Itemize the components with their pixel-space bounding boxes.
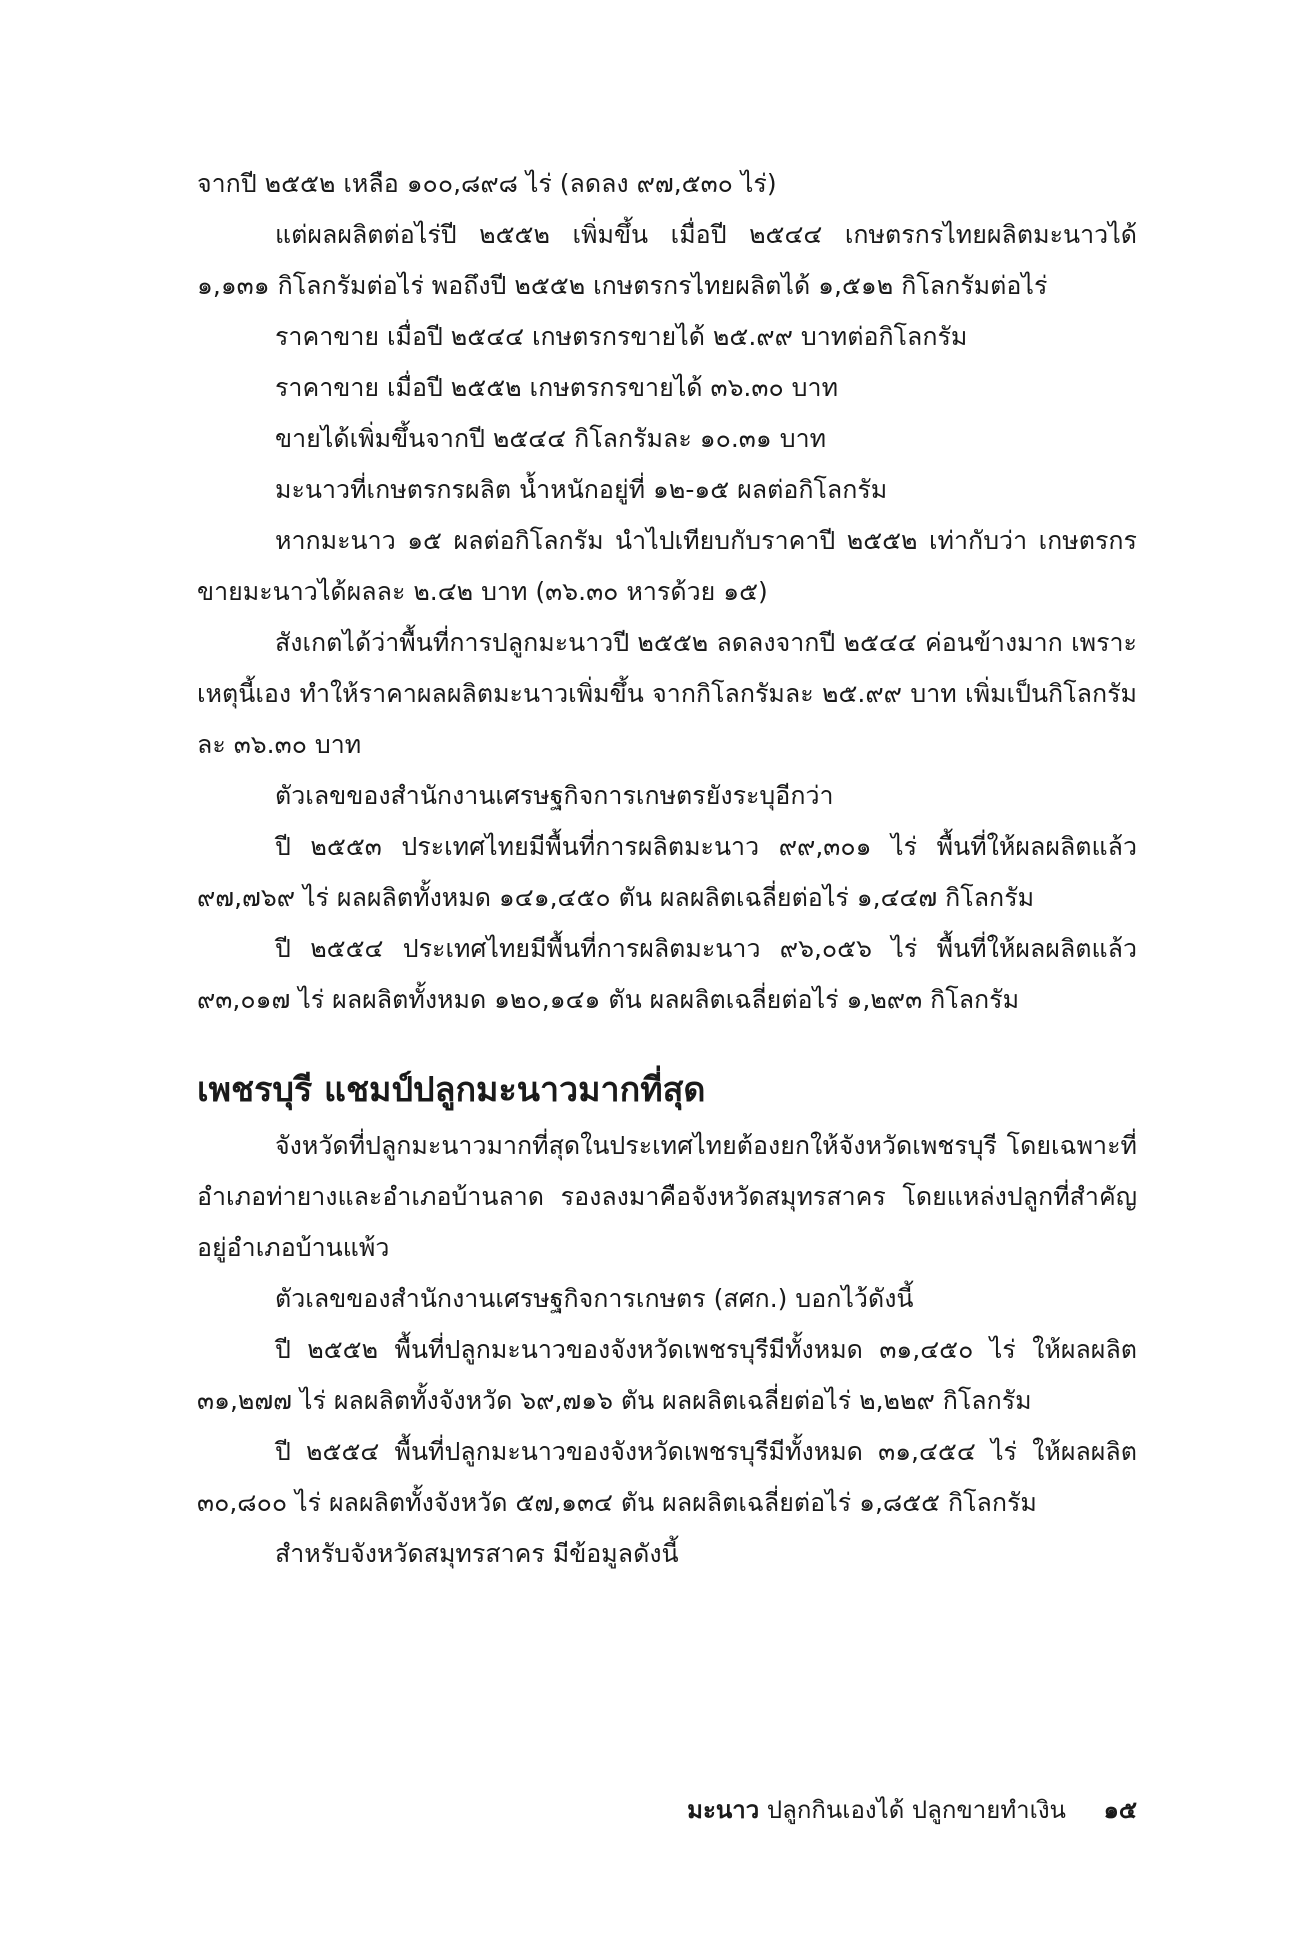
paragraph: ตัวเลขของสำนักงานเศรษฐกิจการเกษตร (สศก.) บอกไว้ดังนี้	[275, 1284, 914, 1313]
paragraph: ราคาขาย เมื่อปี ๒๕๔๔ เกษตรกรขายได้ ๒๕.๙๙ บาทต่อกิโลกรัม	[275, 322, 968, 351]
paragraph: ปี ๒๕๕๒ พื้นที่ปลูกมะนาวของจังหวัดเพชรบุรีมีทั้งหมด ๓๑,๔๕๐ ไร่ ให้ผลผลิต ๓๑,๒๗๗ ไร่ ผลผลิตทั้งจังหวัด ๖๙,๗๑๖ ตัน ผลผลิตเฉลี่ยต่อไร่ ๒,๒๒๙ กิโลกรัม	[197, 1335, 1137, 1415]
paragraph: หากมะนาว ๑๕ ผลต่อกิโลกรัม นำไปเทียบกับราคาปี ๒๕๕๒ เท่ากับว่า เกษตรกรขายมะนาวได้ผลละ ๒.๔๒ บาท (๓๖.๓๐ หารด้วย ๑๕)	[197, 526, 1137, 606]
page-body	[197, 158, 1137, 1579]
paragraph: ตัวเลขของสำนักงานเศรษฐกิจการเกษตรยังระบุอีกว่า	[275, 781, 834, 810]
paragraph: จังหวัดที่ปลูกมะนาวมากที่สุดในประเทศไทยต้องยกให้จังหวัดเพชรบุรี โดยเฉพาะที่อำเภอท่ายางและอำเภอบ้านลาด รองลงมาคือจังหวัดสมุทรสาคร โดยแหล่งปลูกที่สำคัญอยู่อำเภอบ้านแพ้ว	[197, 1131, 1137, 1262]
paragraph: สำหรับจังหวัดสมุทรสาคร มีข้อมูลดังนี้	[275, 1539, 679, 1568]
section-gap	[197, 1025, 1137, 1060]
paragraph: จากปี ๒๕๕๒ เหลือ ๑๐๐,๘๙๘ ไร่ (ลดลง ๙๗,๕๓๐ ไร่)	[197, 169, 777, 198]
running-footer	[687, 1790, 1137, 1830]
book-title-bold: มะนาว	[687, 1796, 760, 1824]
paragraph: สังเกตได้ว่าพื้นที่การปลูกมะนาวปี ๒๕๕๒ ลดลงจากปี ๒๕๔๔ ค่อนข้างมาก เพราะเหตุนี้เอง ทำให้ราคาผลผลิตมะนาวเพิ่มขึ้น จากกิโลกรัมละ ๒๕.๙๙ บาท เพิ่มเป็นกิโลกรัมละ ๓๖.๓๐ บาท	[197, 628, 1137, 759]
paragraph: ปี ๒๕๕๔ ประเทศไทยมีพื้นที่การผลิตมะนาว ๙๖,๐๕๖ ไร่ พื้นที่ให้ผลผลิตแล้ว ๙๓,๐๑๗ ไร่ ผลผลิตทั้งหมด ๑๒๐,๑๔๑ ตัน ผลผลิตเฉลี่ยต่อไร่ ๑,๒๙๓ กิโลกรัม	[197, 934, 1137, 1014]
paragraph: มะนาวที่เกษตรกรผลิต น้ำหนักอยู่ที่ ๑๒-๑๕ ผลต่อกิโลกรัม	[275, 475, 888, 504]
paragraph: ปี ๒๕๕๔ พื้นที่ปลูกมะนาวของจังหวัดเพชรบุรีมีทั้งหมด ๓๑,๔๕๔ ไร่ ให้ผลผลิต ๓๐,๘๐๐ ไร่ ผลผลิตทั้งจังหวัด ๕๗,๑๓๔ ตัน ผลผลิตเฉลี่ยต่อไร่ ๑,๘๕๕ กิโลกรัม	[197, 1437, 1137, 1517]
paragraph: แต่ผลผลิตต่อไร่ปี ๒๕๕๒ เพิ่มขึ้น เมื่อปี ๒๕๔๔ เกษตรกรไทยผลิตมะนาวได้ ๑,๑๓๑ กิโลกรัมต่อไร่ พอถึงปี ๒๕๕๒ เกษตรกรไทยผลิตได้ ๑,๕๑๒ กิโลกรัมต่อไร่	[197, 220, 1137, 300]
page-number: ๑๕	[1103, 1796, 1137, 1824]
paragraph: ปี ๒๕๕๓ ประเทศไทยมีพื้นที่การผลิตมะนาว ๙๙,๓๐๑ ไร่ พื้นที่ให้ผลผลิตแล้ว ๙๗,๗๖๙ ไร่ ผลผลิตทั้งหมด ๑๔๑,๔๕๐ ตัน ผลผลิตเฉลี่ยต่อไร่ ๑,๔๔๗ กิโลกรัม	[197, 832, 1137, 912]
paragraph: ขายได้เพิ่มขึ้นจากปี ๒๕๔๔ กิโลกรัมละ ๑๐.๓๑ บาท	[275, 424, 827, 453]
section-heading: เพชรบุรี แชมป์ปลูกมะนาวมากที่สุด	[197, 1070, 706, 1110]
book-title-rest: ปลูกกินเองได้ ปลูกขายทำเงิน	[766, 1796, 1066, 1824]
paragraph: ราคาขาย เมื่อปี ๒๕๕๒ เกษตรกรขายได้ ๓๖.๓๐ บาท	[275, 373, 839, 402]
